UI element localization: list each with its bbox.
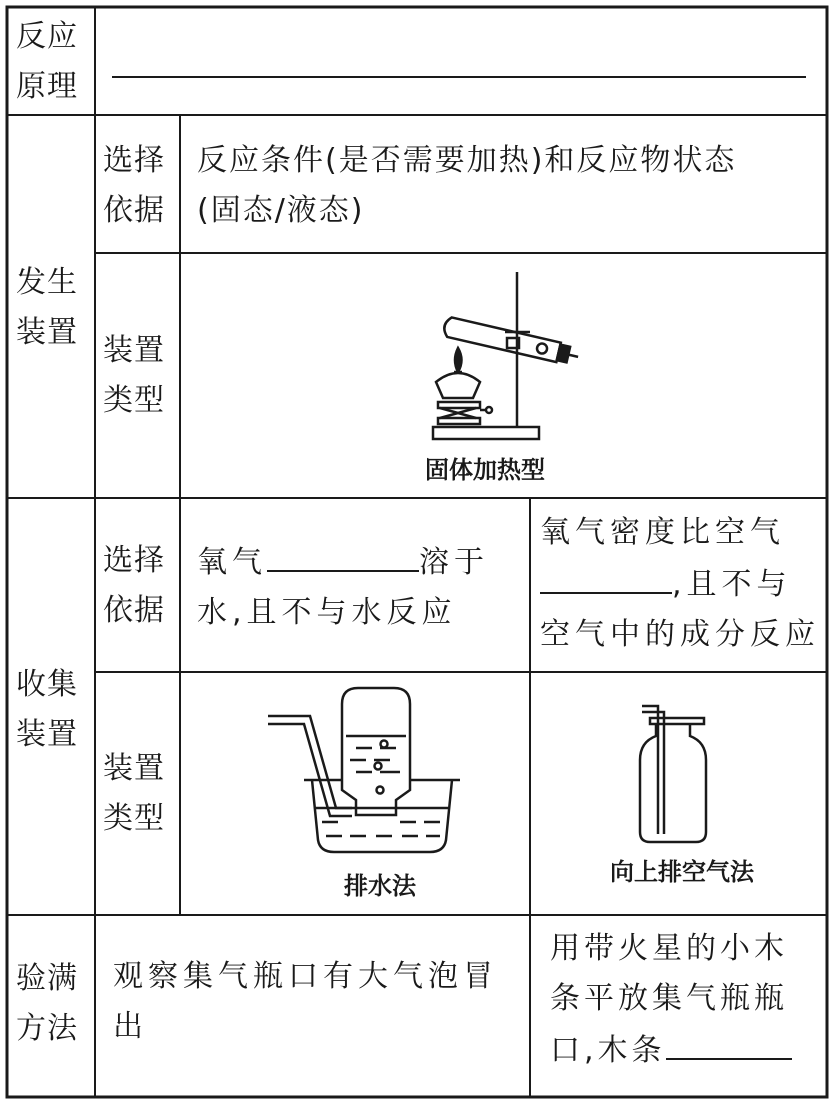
water-full-check-line1: 观察集气瓶口有大气泡冒 (113, 959, 498, 994)
water-basis-part1: 氧气 (197, 545, 267, 580)
water-full-check-line2: 出 (113, 1009, 148, 1044)
collection-label-line1: 收集 (16, 667, 78, 702)
principle-label-line1: 反应 (16, 19, 78, 54)
air-full-check-text (550, 924, 824, 1076)
full-check-label (16, 954, 78, 1054)
air-full-check-line3 (550, 1024, 824, 1076)
water-full-check-text (113, 952, 523, 1052)
principle-label-line2: 原理 (16, 69, 78, 104)
solid-heating-caption: 固体加热型 (425, 456, 545, 484)
air-full-check-line3-text: 口,木条 (550, 1033, 666, 1068)
generation-type-label-line2: 类型 (103, 383, 165, 418)
air-basis-line2-text: ,且不与 (672, 567, 792, 602)
water-basis-line2: 水,且不与水反应 (197, 595, 457, 630)
collection-basis-label-line2: 依据 (103, 593, 165, 628)
air-basis-line1: 氧气密度比空气 (540, 515, 785, 550)
collection-type-label-line1: 装置 (103, 751, 165, 786)
generation-basis-line1: 反应条件(是否需要加热)和反应物状态 (197, 143, 737, 178)
full-check-label-line1: 验满 (16, 961, 78, 996)
collection-basis-label-line1: 选择 (103, 543, 165, 578)
collection-type-label-line2: 类型 (103, 801, 165, 836)
air-full-check-line1: 用带火星的小木 (550, 931, 788, 966)
generation-label-line1: 发生 (16, 265, 78, 300)
generation-basis-label-line1: 选择 (103, 143, 165, 178)
full-check-label-line2: 方法 (16, 1011, 78, 1046)
collection-label-line2: 装置 (16, 717, 78, 752)
air-basis-line3: 空气中的成分反应 (540, 617, 820, 652)
generation-basis-label-line2: 依据 (103, 193, 165, 228)
generation-basis-line2: (固态/液态) (197, 193, 365, 228)
generation-label-line2: 装置 (16, 315, 78, 350)
water-basis-part2: 溶于 (419, 545, 489, 580)
air-full-check-line2: 条平放集气瓶瓶 (550, 981, 788, 1016)
upward-air-displacement-caption: 向上排空气法 (610, 858, 754, 886)
water-displacement-caption: 排水法 (344, 872, 416, 900)
generation-type-label-line1: 装置 (103, 333, 165, 368)
wood-splint-result-blank[interactable] (666, 1024, 792, 1060)
